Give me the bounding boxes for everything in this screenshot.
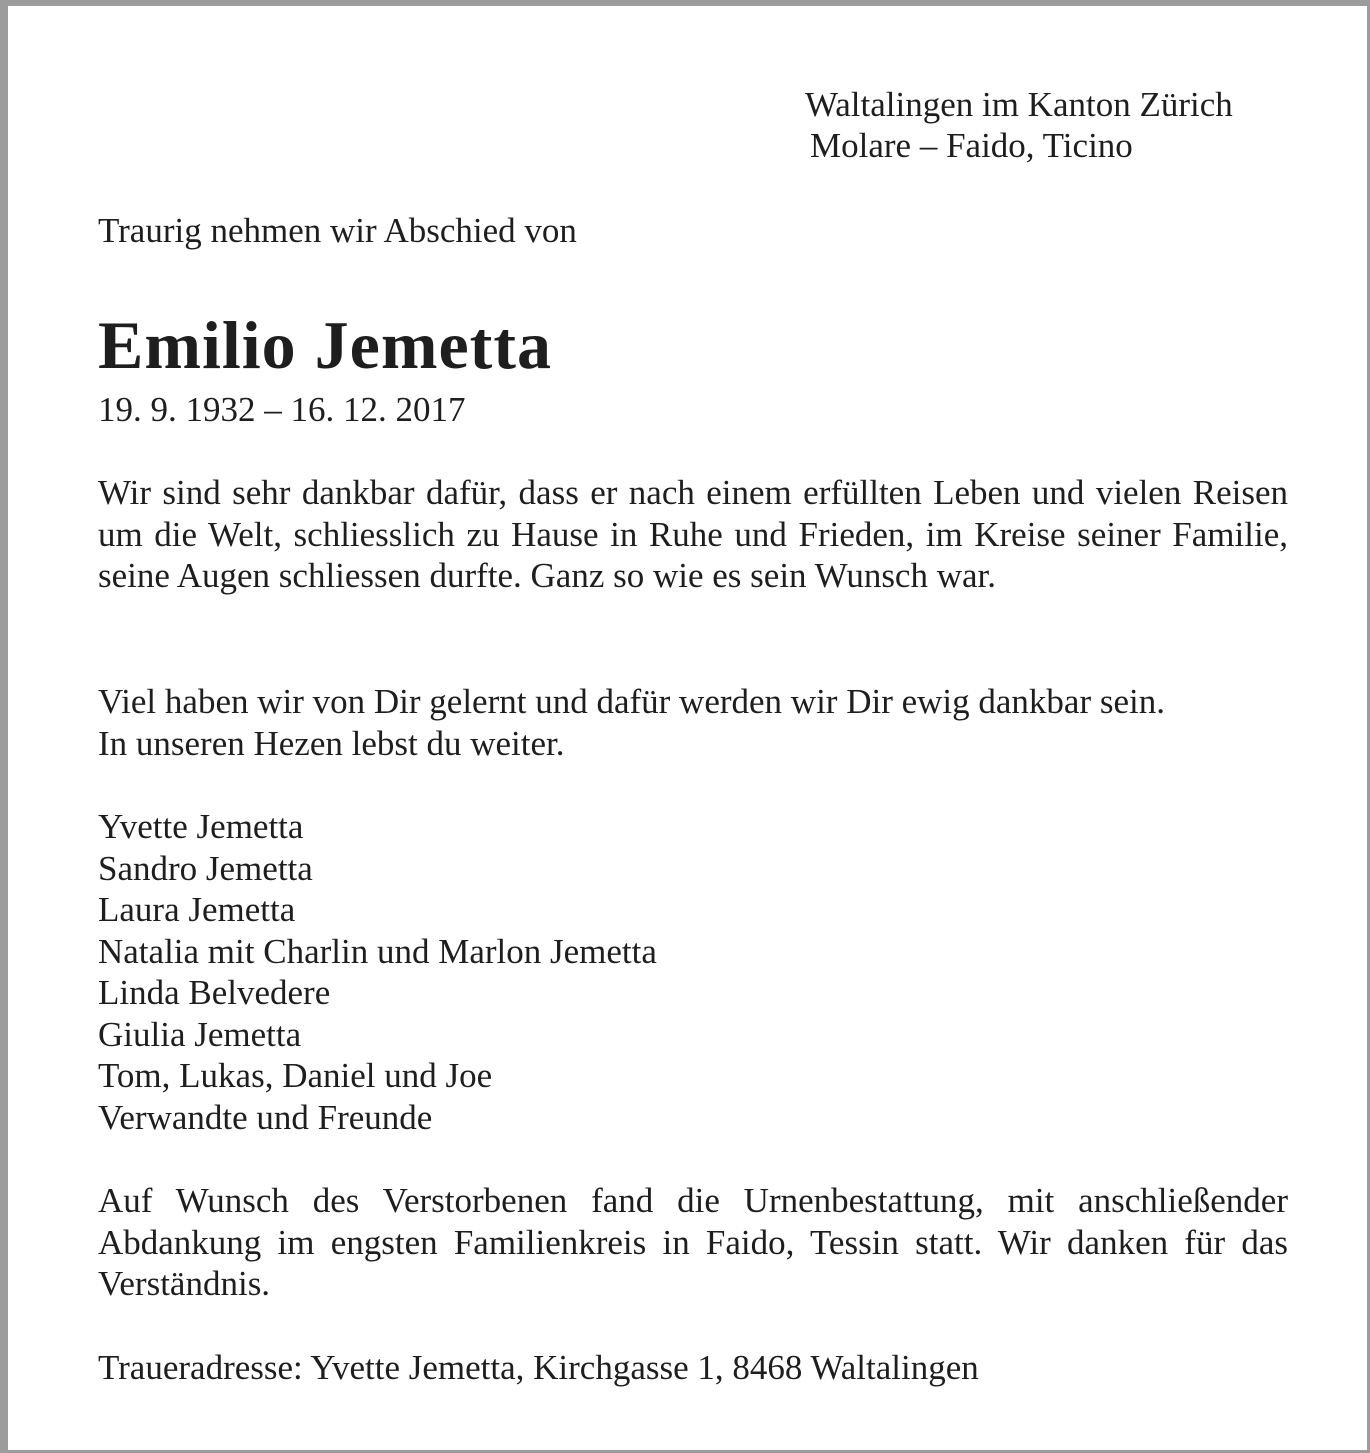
legacy-paragraph <box>98 681 1288 764</box>
mourner-name: Tom, Lukas, Daniel und Joe <box>98 1056 493 1095</box>
mourner-name: Verwandte und Freunde <box>98 1097 433 1137</box>
life-dates: 19. 9. 1932 – 16. 12. 2017 <box>98 390 466 429</box>
gratitude-paragraph: Wir sind sehr dankbar dafür, dass er nach einem erfüllten Leben und vielen Reisen um die Welt, schliesslich zu Hause in Ruhe und Frieden, im Kreise seiner Familie, seine Augen schliessen durfte. Ganz so wie es sein Wunsch war. <box>98 473 1288 595</box>
mourning-address: Traueradresse: Yvette Jemetta, Kirchgasse 1, 8468 Waltalingen <box>98 1348 979 1387</box>
mourner-name: Yvette Jemetta <box>98 807 304 846</box>
mourner-name: Natalia mit Charlin und Marlon Jemetta <box>98 931 657 971</box>
location-line: Waltalingen im Kanton Zürich <box>805 85 1233 124</box>
deceased-name: Emilio Jemetta <box>98 307 552 383</box>
mourner-name: Laura Jemetta <box>98 890 296 929</box>
location-line: Molare – Faido, Ticino <box>810 126 1133 165</box>
location-header <box>805 84 1233 166</box>
legacy-line: In unseren Hezen lebst du weiter. <box>98 723 565 763</box>
mourner-name: Sandro Jemetta <box>98 848 313 888</box>
legacy-line: Viel haben wir von Dir gelernt und dafür werden wir Dir ewig dankbar sein. <box>98 682 1166 721</box>
mourner-name: Giulia Jemetta <box>98 1014 302 1054</box>
mourners-list <box>98 806 657 1138</box>
farewell-intro: Traurig nehmen wir Abschied von <box>98 211 577 250</box>
burial-paragraph: Auf Wunsch des Verstorbenen fand die Urnenbestattung, mit anschließender Abdankung im engsten Familienkreis in Faido, Tessin statt. Wir danken für das Verständnis. <box>98 1181 1288 1303</box>
mourner-name: Linda Belvedere <box>98 973 331 1012</box>
